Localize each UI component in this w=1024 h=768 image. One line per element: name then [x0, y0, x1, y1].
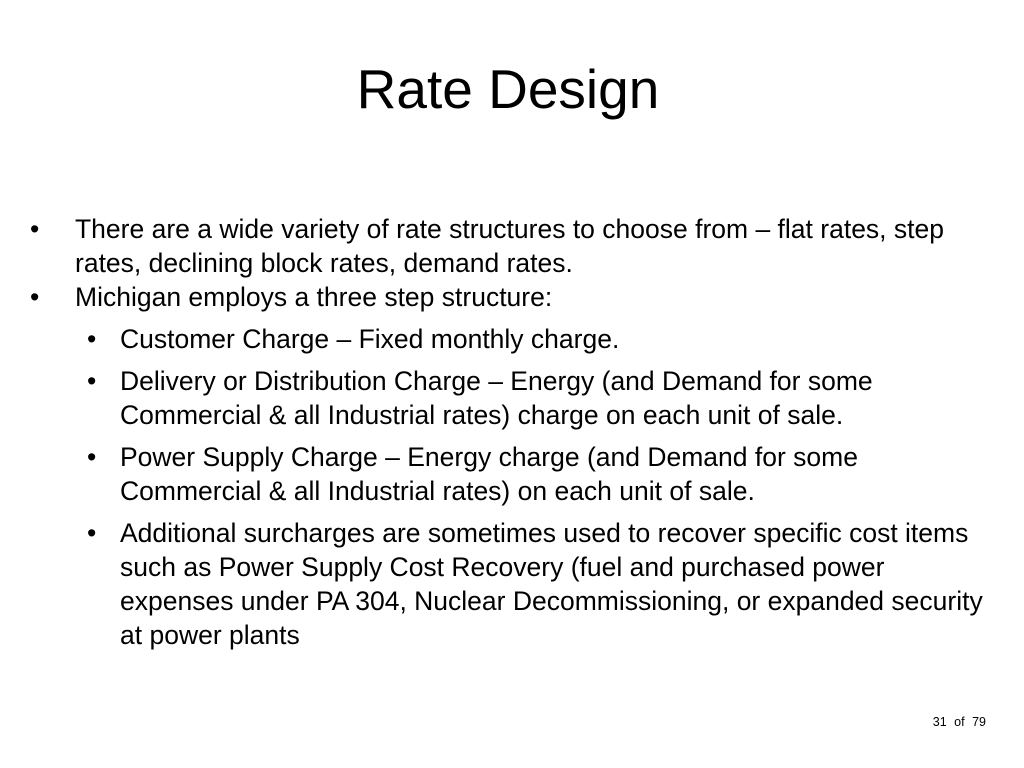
bullet-marker: •: [87, 324, 97, 354]
bullet-item: [30, 280, 990, 314]
bullet-text: Additional surcharges are sometimes used to recover specific cost items such as Power Supply Cost Recovery (fuel and purchased power expenses under PA 304, Nuclear Decommissioning, or expanded security at power plants: [120, 518, 983, 650]
bullet-marker: •: [87, 366, 97, 396]
bullet-item: [30, 212, 990, 280]
slide-content: [30, 212, 990, 652]
page-number: [933, 714, 986, 730]
bullet-marker: •: [30, 282, 40, 312]
page-total: 79: [972, 715, 986, 729]
bullet-marker: •: [87, 518, 97, 548]
bullet-marker: •: [30, 214, 40, 244]
sub-bullet-item: [30, 440, 990, 508]
bullet-text: Michigan employs a three step structure:: [75, 282, 553, 312]
sub-bullet-item: [30, 516, 990, 652]
sub-bullet-item: [30, 364, 990, 432]
slide-title: Rate Design: [356, 58, 660, 120]
bullet-text: Power Supply Charge – Energy charge (and Demand for some Commercial & all Industrial rates) on each unit of sale.: [120, 442, 858, 506]
bullet-text: Delivery or Distribution Charge – Energy (and Demand for some Commercial & all Industrial rates) charge on each unit of sale.: [120, 366, 873, 430]
bullet-marker: •: [87, 442, 97, 472]
page-current: 31: [932, 715, 947, 729]
bullet-text: Customer Charge – Fixed monthly charge.: [120, 324, 620, 354]
sub-bullet-item: [30, 322, 990, 356]
bullet-text: There are a wide variety of rate structures to choose from – flat rates, step rates, declining block rates, demand rates.: [75, 214, 945, 278]
page-separator: of: [954, 715, 965, 729]
